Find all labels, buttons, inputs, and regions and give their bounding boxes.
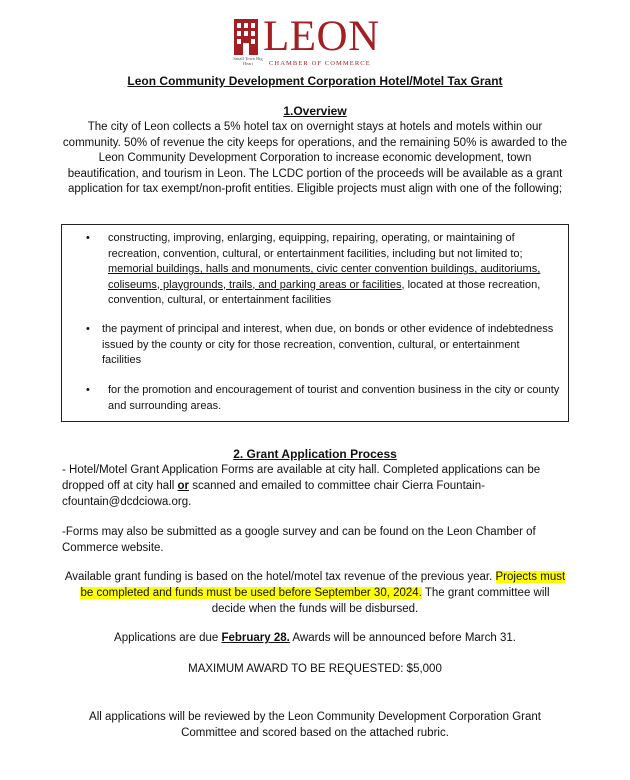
review-text: All applications will be reviewed by the Leon Community Development Corporation Grant Committee and scored based on the attached rubric. [89,711,541,739]
overview-text: The city of Leon collects a 5% hotel tax on overnight stays at hotels and motels within our community. 50% of revenue the city keeps for operations, and the remaining 50% is awarded to the Leon Community Development Corporation to increase economic development, town beautification, and tourism in Leon. The LCDC portion of the proceeds will be available as a grant application for tax exempt/non-profit entities. Eligible projects must align with one of the following; [62,121,568,195]
leon-chamber-logo [233,13,383,69]
or-emphasis: or [177,480,189,492]
due-date-text: Applications are due February 28. Awards will be announced before March 31. [114,632,516,644]
logo-tagline: Small Town Big Heart [233,56,263,66]
eligible-facilities-list: memorial buildings, halls and monuments, civic center convention buildings, auditoriums, coliseums, playgrounds, trails, and parking areas or facilities, [108,263,541,291]
due-date: February 28. [221,632,290,644]
bullet-icon: • [86,232,90,244]
funding-text: Available grant funding is based on the hotel/motel tax revenue of the previous year. Projects must be completed and funds must be used before September 30, 2024. The grant committee will decide when the funds will be disbursed. [64,571,566,615]
eligible-project-text: for the promotion and encouragement of tourist and convention business in the city or county and surrounding areas. [108,384,560,412]
deadline-highlight: Projects must be completed and funds must be used before September 30, 2024. [80,571,566,599]
document-title: Leon Community Development Corporation Hotel/Motel Tax Grant [127,74,503,88]
logo-subtitle: CHAMBER OF COMMERCE [269,60,371,67]
application-forms-text: - Hotel/Motel Grant Application Forms are available at city hall. Completed applications can be dropped off at city hall or scanned and emailed to committee chair Cierra Fountain-cfountain@dcdciowa.org. [62,464,541,508]
eligible-projects-box [61,224,569,422]
max-award-text: MAXIMUM AWARD TO BE REQUESTED: $5,000 [188,663,442,675]
overview-heading: 1.Overview [283,104,347,118]
logo-wordmark: LEON [263,13,380,60]
bullet-icon: • [86,384,90,396]
bullet-icon: • [86,323,90,335]
town-building-icon [233,19,259,56]
eligible-project-text: the payment of principal and interest, when due, on bonds or other evidence of indebtedness issued by the county or city for those recreation, convention, cultural, or entertainment facilities [102,323,554,366]
eligible-project-text: constructing, improving, enlarging, equipping, repairing, operating, or maintaining of recreation, convention, cultural, or entertainment facilities, including but not limited to; memorial buildings, halls and monuments, civic center convention buildings, auditoriums, coliseums, playgrounds, trails, and parking areas or facilities, located at those recreation, convention, cultural, or entertainment facilities [108,232,541,306]
process-heading: 2. Grant Application Process [233,447,397,461]
google-survey-text: -Forms may also be submitted as a google survey and can be found on the Leon Chamber of Commerce website. [62,526,536,554]
